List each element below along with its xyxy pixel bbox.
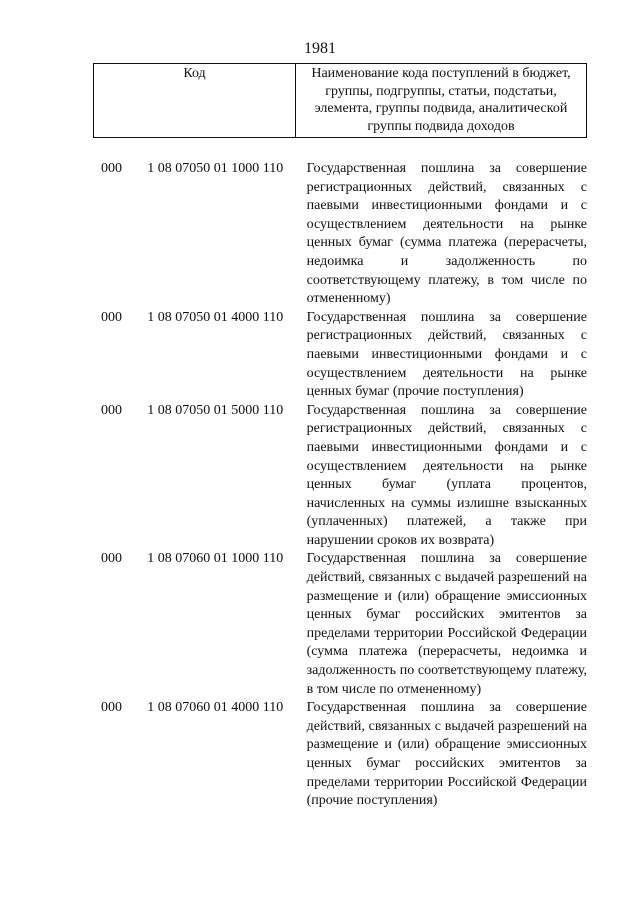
table-row [93,309,587,402]
header-code-column: Код [94,64,296,138]
row-admin-code: 000 [101,309,122,325]
row-admin-code: 000 [101,551,122,567]
row-income-code: 1 08 07050 01 1000 110 [147,161,284,176]
row-description: Государственная пошлина за совершение действий, связанных с выдачей разрешений на размещение и (или) обращение эмиссионных ценных бумаг российских эмитентов за пределами территории Российской Федерации (сумма платежа (перерасчеты, недоимка и задолженность по соответствующему платежу, в том числе по отмененному) [306,551,587,697]
table-row [93,402,587,551]
row-description: Государственная пошлина за совершение регистрационных действий, связанных с паевыми инвестиционными фондами и с осуществлением деятельности на рынке ценных бумаг (уплата процентов, начисленных на суммы излишне взысканных (уплаченных) платежей, а также при нарушении сроков их возврата) [306,402,587,548]
page-number: 1981 [304,40,336,57]
row-description: Государственная пошлина за совершение регистрационных действий, связанных с паевыми инвестиционными фондами и с осуществлением деятельности на рынке ценных бумаг (прочие поступления) [306,309,587,400]
row-admin-code: 000 [101,700,122,716]
row-admin-code: 000 [101,402,122,418]
row-description: Государственная пошлина за совершение регистрационных действий, связанных с паевыми инвестиционными фондами и с осуществлением деятельности на рынке ценных бумаг (сумма платежа (перерасчеты, недоимка и задолженность по соответствующему платежу, в том числе по отмененному) [306,161,587,307]
row-description: Государственная пошлина за совершение действий, связанных с выдачей разрешений на размещение и (или) обращение эмиссионных ценных бумаг российских эмитентов за пределами территории Российской Федерации (прочие поступления) [306,700,587,809]
table-row [93,699,587,811]
row-income-code: 1 08 07050 01 4000 110 [147,309,284,325]
header-name-column: Наименование кода поступлений в бюджет, группы, подгруппы, статьи, подстатьи, элемента, группы подвида, аналитической группы подвида доходов [296,64,587,138]
row-income-code: 1 08 07050 01 5000 110 [147,402,284,418]
table-row [93,160,587,309]
row-admin-code: 000 [101,161,122,176]
row-income-code: 1 08 07060 01 1000 110 [147,551,284,567]
row-income-code: 1 08 07060 01 4000 110 [147,700,284,716]
table-header [93,63,587,138]
table-row [93,550,587,699]
income-codes-list [93,160,587,811]
